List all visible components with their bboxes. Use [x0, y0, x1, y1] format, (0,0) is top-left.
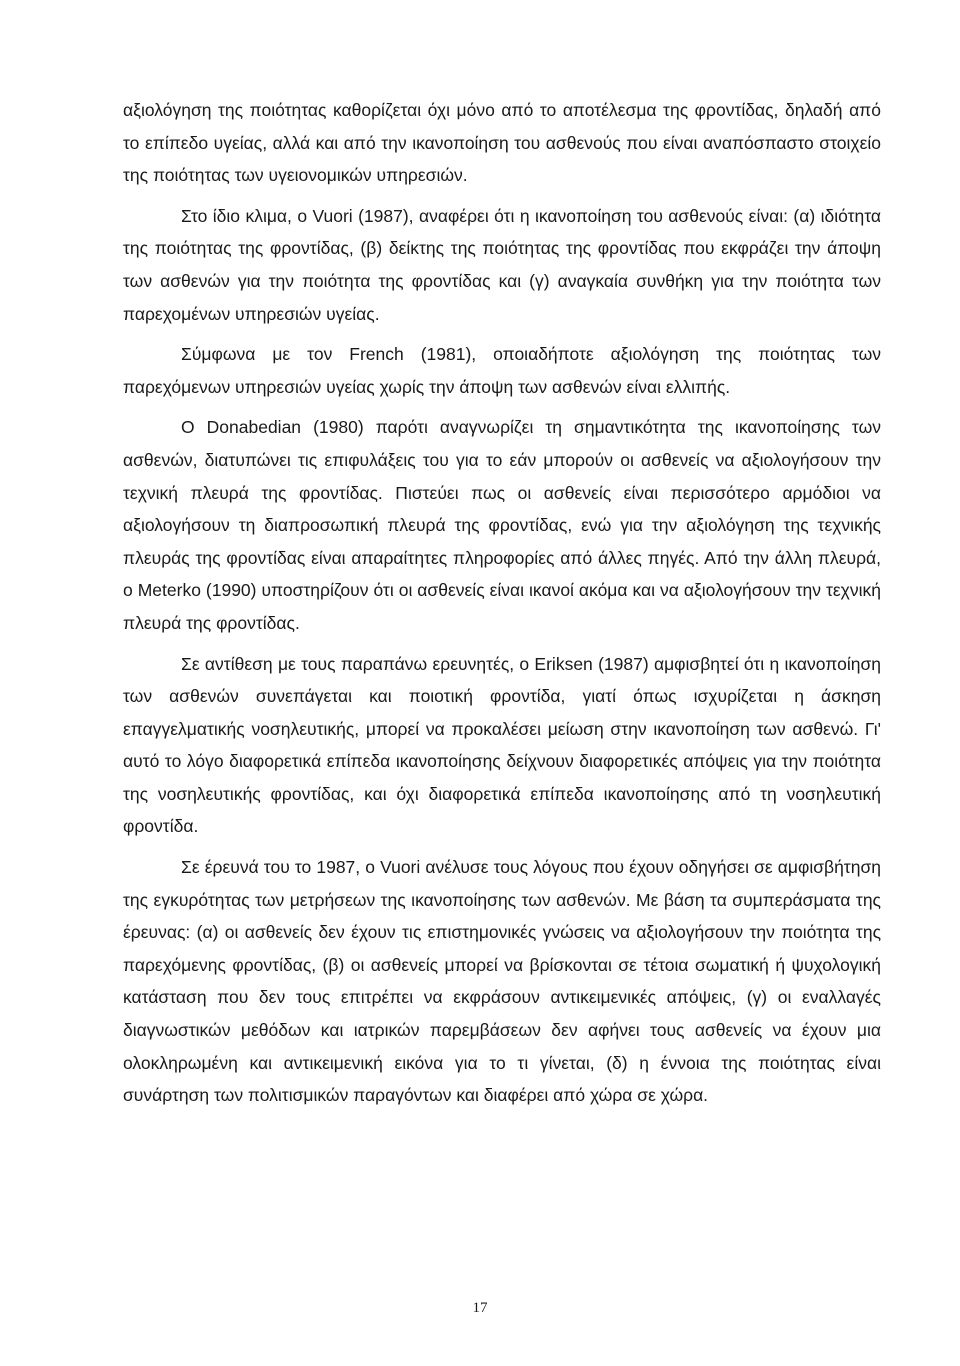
paragraph: Ο Donabedian (1980) παρότι αναγνωρίζει τη σημαντικότητα της ικανοποίησης των ασθενών, διατυπώνει τις επιφυλάξεις του για το εάν μπορούν οι ασθενείς να αξιολογήσουν την τεχνική πλευρά της φροντίδας. Πιστεύει πως οι ασθενείς είναι περισσότερο αρμόδιοι να αξιολογήσουν τη διαπροσωπική πλευρά της φροντίδας, ενώ για την αξιολόγηση της τεχνικής πλευράς της φροντίδας είναι απαραίτητες πληροφορίες από άλλες πηγές. Από την άλλη πλευρά, ο Meterko (1990) υποστηρίζουν ότι οι ασθενείς είναι ικανοί ακόμα και να αξιολογήσουν την τεχνική πλευρά της φροντίδας. — [123, 417, 881, 633]
paragraph: Σύμφωνα με τον French (1981), οποιαδήποτε αξιολόγηση της ποιότητας των παρεχόμενων υπηρεσιών υγείας χωρίς την άποψη των ασθενών είναι ελλιπής. — [123, 344, 881, 397]
paragraph: Σε έρευνά του το 1987, ο Vuori ανέλυσε τους λόγους που έχουν οδηγήσει σε αμφισβήτηση της εγκυρότητας των μετρήσεων της ικανοποίησης των ασθενών. Με βάση τα συμπεράσματα της έρευνας: (α) οι ασθενείς δεν έχουν τις επιστημονικές γνώσεις να αξιολογήσουν την ποιότητα της παρεχόμενης φροντίδας, (β) οι ασθενείς μπορεί να βρίσκονται σε τέτοια σωματική ή ψυχολογική κατάσταση που δεν τους επιτρέπει να εκφράσουν αντικειμενικές απόψεις, (γ) οι εναλλαγές διαγνωστικών μεθόδων και ιατρικών παρεμβάσεων δεν αφήνει τους ασθενείς να έχουν μια ολοκληρωμένη και αντικειμενική εικόνα για το τι γίνεται, (δ) η έννοια της ποιότητας είναι συνάρτηση των πολιτισμικών παραγόντων και διαφέρει από χώρα σε χώρα. — [123, 857, 881, 1106]
body-text — [123, 94, 881, 1112]
paragraph: Σε αντίθεση με τους παραπάνω ερευνητές, ο Eriksen (1987) αμφισβητεί ότι η ικανοποίηση των ασθενών συνεπάγεται και ποιοτική φροντίδα, γιατί όπως ισχυρίζεται η άσκηση επαγγελματικής νοσηλευτικής, μπορεί να προκαλέσει μείωση στην ικανοποίηση των ασθενώ. Γι' αυτό το λόγο διαφορετικά επίπεδα ικανοποίησης δείχνουν διαφορετικές απόψεις για την ποιότητα της νοσηλευτικής φροντίδας, και όχι διαφορετικά επίπεδα ικανοποίησης από τη νοσηλευτική φροντίδα. — [123, 653, 881, 837]
paragraph: Στο ίδιο κλιμα, ο Vuori (1987), αναφέρει ότι η ικανοποίηση του ασθενούς είναι: (α) ιδιότητα της ποιότητας της φροντίδας, (β) δείκτης της ποιότητας της φροντίδας που εκφράζει την άποψη των ασθενών για την ποιότητα της φροντίδας και (γ) αναγκαία συνθήκη για την ποιότητα των παρεχομένων υπηρεσιών υγείας. — [123, 205, 881, 324]
paragraph: αξιολόγηση της ποιότητας καθορίζεται όχι μόνο από το αποτέλεσμα της φροντίδας, δηλαδή από το επίπεδο υγείας, αλλά και από την ικανοποίηση του ασθενούς που είναι αναπόσπαστο στοιχείο της ποιότητας των υγειονομικών υπηρεσιών. — [123, 100, 881, 186]
page-number: 17 — [472, 1300, 488, 1316]
